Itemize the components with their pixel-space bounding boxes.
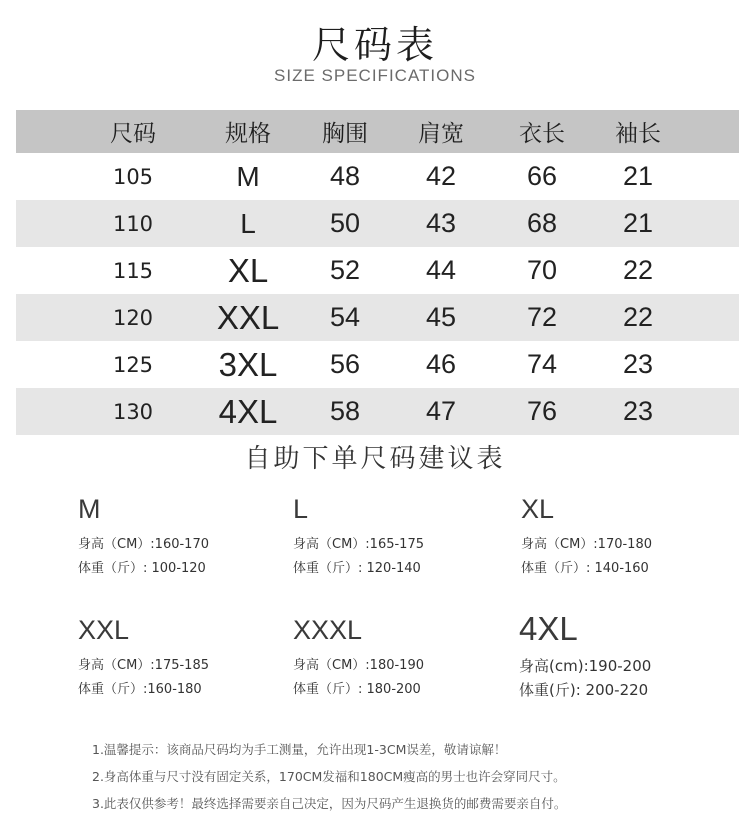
cell-spec: XXL: [216, 298, 280, 336]
cell-size-code: 110: [112, 211, 154, 236]
cell-sleeve: 21: [622, 161, 654, 191]
cell-size-code: 130: [112, 399, 154, 424]
cell-chest: 58: [329, 396, 361, 426]
table-row: [16, 153, 739, 200]
rec-size-label: L: [293, 494, 309, 524]
header-sleeve: 袖长: [615, 121, 661, 147]
cell-shoulder: 45: [425, 302, 457, 332]
table-row: [16, 388, 739, 435]
recommendation-card-xxl: [78, 615, 298, 702]
rec-height: 身高（CM）:175-185: [78, 658, 209, 673]
table-row: [16, 200, 739, 247]
rec-weight: 体重（斤）: 100-120: [78, 561, 206, 576]
rec-size-label: XXL: [78, 615, 130, 645]
rec-size-label: M: [78, 494, 101, 524]
cell-spec: L: [240, 207, 256, 239]
cell-size-code: 125: [112, 352, 154, 377]
cell-length: 76: [526, 396, 558, 426]
cell-size-code: 120: [112, 305, 154, 330]
note-item: 2.身高体重与尺寸没有固定关系，170CM发福和180CM瘦高的男士也许会穿同尺寸。: [92, 769, 566, 784]
cell-spec: XL: [227, 251, 269, 289]
rec-height: 身高（CM）:180-190: [293, 658, 424, 673]
rec-size-label: XXXL: [293, 615, 363, 645]
header-shoulder: 肩宽: [418, 121, 464, 147]
recommendation-card-xxxl: [293, 615, 513, 702]
cell-chest: 50: [329, 208, 361, 238]
cell-chest: 52: [329, 255, 361, 285]
recommendation-title: 自助下单尺码建议表: [244, 444, 506, 474]
rec-weight: 体重(斤): 200-220: [519, 681, 649, 699]
cell-sleeve: 22: [622, 255, 654, 285]
cell-length: 70: [526, 255, 558, 285]
cell-shoulder: 47: [425, 396, 457, 426]
rec-height: 身高(cm):190-200: [519, 657, 652, 675]
page-subtitle: SIZE SPECIFICATIONS: [274, 66, 476, 85]
header-length: 衣长: [519, 121, 565, 147]
page-title: 尺码表: [311, 23, 438, 67]
recommendation-card-l: [293, 494, 513, 581]
recommendation-card-xl: [521, 494, 741, 581]
cell-length: 66: [526, 161, 558, 191]
rec-height: 身高（CM）:170-180: [521, 537, 652, 552]
rec-weight: 体重（斤）: 140-160: [521, 561, 649, 576]
recommendation-card-4xl: [519, 610, 739, 702]
cell-length: 68: [526, 208, 558, 238]
cell-sleeve: 23: [622, 396, 654, 426]
header-chest: 胸围: [322, 121, 368, 147]
cell-length: 74: [526, 349, 558, 379]
rec-size-label: XL: [521, 494, 555, 524]
rec-weight: 体重（斤）: 120-140: [293, 561, 421, 576]
cell-chest: 56: [329, 349, 361, 379]
table-header-row: [16, 110, 739, 153]
note-item: 1.温馨提示：该商品尺码均为手工测量，允许出现1-3CM误差，敬请谅解！: [92, 742, 507, 757]
cell-shoulder: 42: [425, 161, 457, 191]
table-row: [16, 294, 739, 341]
cell-sleeve: 21: [622, 208, 654, 238]
table-row: [16, 247, 739, 294]
header-spec: 规格: [225, 121, 271, 147]
cell-chest: 48: [329, 161, 361, 191]
cell-chest: 54: [329, 302, 361, 332]
rec-weight: 体重（斤）: 180-200: [293, 682, 421, 697]
cell-shoulder: 43: [425, 208, 457, 238]
cell-shoulder: 46: [425, 349, 457, 379]
rec-weight: 体重（斤）:160-180: [78, 682, 202, 697]
recommendation-card-m: [78, 494, 298, 581]
rec-size-label: 4XL: [519, 610, 578, 647]
header-size-code: 尺码: [110, 121, 156, 147]
rec-height: 身高（CM）:160-170: [78, 537, 209, 552]
cell-size-code: 105: [112, 164, 154, 189]
cell-size-code: 115: [112, 258, 154, 283]
notes: [92, 736, 566, 817]
note-item: 3.此表仅供参考！最终选择需要亲自己决定，因为尺码产生退换货的邮费需要亲自付。: [92, 796, 567, 811]
cell-spec: 3XL: [218, 345, 278, 383]
cell-sleeve: 22: [622, 302, 654, 332]
table-row: [16, 341, 739, 388]
size-table: [16, 110, 739, 435]
cell-spec: M: [236, 160, 260, 192]
rec-height: 身高（CM）:165-175: [293, 537, 424, 552]
cell-spec: 4XL: [218, 392, 278, 430]
cell-length: 72: [526, 302, 558, 332]
cell-sleeve: 23: [622, 349, 654, 379]
cell-shoulder: 44: [425, 255, 457, 285]
